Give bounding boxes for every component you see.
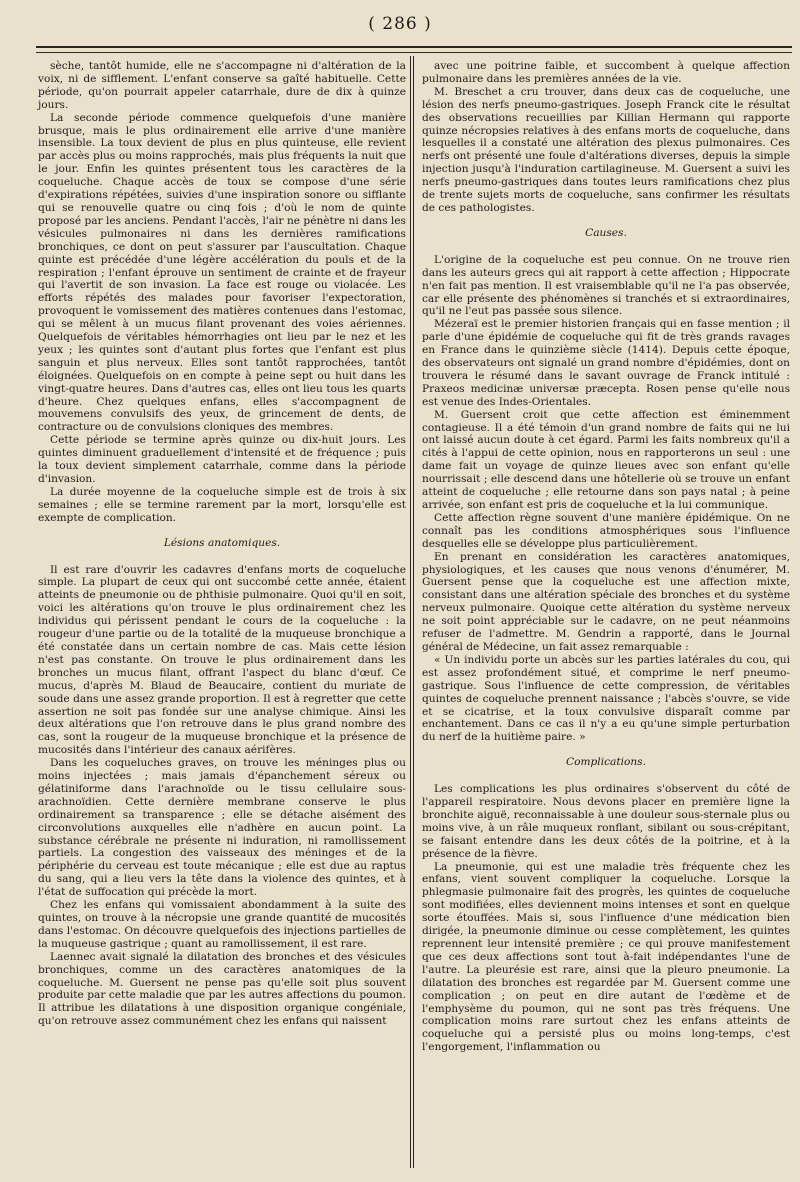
page-number: ( 286 ) <box>368 14 432 34</box>
section-heading: Lésions anatomiques. <box>163 536 281 549</box>
column-divider <box>410 56 414 1168</box>
section-heading: Causes. <box>585 226 627 239</box>
paragraph: Dans les coqueluches graves, on trouve les méninges plus ou moins injectées ; mais jamais d'épanchement séreux ou gélatiniforme dans l'arachnoïde ou le tissu cellulaire sous-arachnoïdien. Cette dernière membrane conserve le plus ordinairement sa transparence ; elle se détache aisément des circonvolutions auxquelles elle n'adhère en aucun point. La substance cérébrale ne présente ni induration, ni ramollissement partiels. La congestion des vaisseaux des méninges et de la périphérie du cerveau est toute mécanique ; elle est due au raptus du sang, qui a lieu vers la tête dans la violence des quintes, et à l'état de suffocation qui précède la mort. <box>38 757 406 899</box>
paragraph: Il est rare d'ouvrir les cadavres d'enfans morts de coqueluche simple. La plupart de ceux qui ont succombé cette année, étaient atteints de pneumonie ou de phthisie pulmonaire. Quoi qu'il en soit, voici les altérations qu'on trouve le plus ordinairement chez les individus qui périssent pendant le cours de la coqueluche : la rougeur d'une partie ou de la totalité de la muqueuse bronchique a été constatée dans un certain nombre de cas. Mais cette lésion n'est pas constante. On trouve le plus ordinairement dans les bronches un mucus filant, offrant l'aspect du blanc d'œuf. Ce mucus, d'après M. Blaud de Beaucaire, contient du muriate de soude dans une assez grande proportion. Il est à regretter que cette assertion ne soit pas fondée sur une analyse chimique. Ainsi les deux altérations que l'on retrouve dans le plus grand nombre des cas, sont la rougeur de la muqueuse bronchique et la présence de mucosités dans l'intérieur des canaux aérifères. <box>38 563 406 757</box>
paragraph: Cette affection règne souvent d'une manière épidémique. On ne connaît pas les conditions atmosphériques sous l'influence desquelles elle se développe plus particulièrement. <box>422 511 790 550</box>
paragraph: Cette période se termine après quinze ou dix-huit jours. Les quintes diminuent graduellement d'intensité et de fréquence ; puis la toux devient simplement catarrhale, comme dans la période d'invasion. <box>38 434 406 485</box>
paragraph: Mézeraï est le premier historien français qui en fasse mention ; il parle d'une épidémie de coqueluche qui fit de très grands ravages en France dans le quinzième siècle (1414). Depuis cette époque, des observateurs ont signalé un grand nombre d'épidémies, dont on trouvera le résumé dans le savant ouvrage de Franck intitulé : Praxeos medicinæ universæ præcepta. Rosen pense qu'elle nous est venue des Indes-Orientales. <box>422 318 790 408</box>
paragraph: sèche, tantôt humide, elle ne s'accompagne ni d'altération de la voix, ni de sifflement. L'enfant conserve sa gaîté habituelle. Cette période, qu'on pourrait appeler catarrhale, dure de dix à quinze jours. <box>38 60 406 111</box>
paragraph: L'origine de la coqueluche est peu connue. On ne trouve rien dans les auteurs grecs qui ait rapport à cette affection ; Hippocrate n'en fait pas mention. Il est vraisemblable qu'il ne l'a pas observée, car elle présente des phénomènes si tranchés et si extraordinaires, qu'il ne l'eut pas passée sous silence. <box>422 253 790 318</box>
paragraph: avec une poitrine faible, et succombent à quelque affection pulmonaire dans les premières années de la vie. <box>422 60 790 85</box>
header-rule <box>36 46 792 53</box>
section-heading: Complications. <box>566 756 646 769</box>
right-column <box>422 60 790 1054</box>
paragraph: En prenant en considération les caractères anatomiques, physiologiques, et les causes que nous venons d'énumérer, M. Guersent pense que la coqueluche est une affection mixte, consistant dans une altération spéciale des bronches et du système nerveux pulmonaire. Quoique cette altération du système nerveux ne soit point appréciable sur le cadavre, on ne peut néanmoins refuser de l'admettre. M. Gendrin a rapporté, dans le Journal général de Médecine, un fait assez remarquable : <box>422 550 790 653</box>
paragraph: M. Guersent croit que cette affection est éminemment contagieuse. Il a été témoin d'un grand nombre de faits qui ne lui ont laissé aucun doute à cet égard. Parmi les faits nombreux qu'il a cités à l'appui de cette opinion, nous en rapporterons un seul : une dame fait un voyage de quinze lieues avec son enfant qu'elle nourrissait ; elle descend dans une hôtellerie où se trouve un enfant atteint de coqueluche ; elle retourne dans son pays natal ; à peine arrivée, son enfant est pris de coqueluche et la lui communique. <box>422 408 790 511</box>
paragraph: Chez les enfans qui vomissaient abondamment à la suite des quintes, on trouve à la nécropsie une grande quantité de mucosités dans l'estomac. On découvre quelquefois des injections partielles de la muqueuse gastrique ; quant au ramollissement, il est rare. <box>38 899 406 950</box>
paragraph: La pneumonie, qui est une maladie très fréquente chez les enfans, vient souvent compliquer la coqueluche. Lorsque la phlegmasie pulmonaire fait des progrès, les quintes de coqueluche sont modifiées, elles deviennent moins intenses et sont en quelque sorte étouffées. Mais si, sous l'influence d'une médication bien dirigée, la pneumonie diminue ou cesse complètement, les quintes reprennent leur intensité première ; ce qui prouve manifestement que ces deux affections sont tout à-fait indépendantes l'une de l'autre. La pleurésie est rare, ainsi que la pleuro pneumonie. La dilatation des bronches est regardée par M. Guersent comme une complication ; on peut en dire autant de l'œdème et de l'emphysème du poumon, qui ne sont pas très fréquens. Une complication moins rare surtout chez les enfans atteints de coqueluche qui a persisté plus ou moins long-temps, c'est l'engorgement, l'inflammation ou <box>422 860 790 1054</box>
paragraph: M. Breschet a cru trouver, dans deux cas de coqueluche, une lésion des nerfs pneumo-gastriques. Joseph Franck cite le résultat des observations recueillies par Killian Hermann qui rapporte quinze nécropsies relatives à des enfans morts de coqueluche, dans lesquelles il a constaté une altération des plexus pulmonaires. Ces nerfs ont présenté une foule d'altérations diverses, depuis la simple injection jusqu'à l'induration cartilagineuse. M. Guersent a suivi les nerfs pneumo-gastriques dans toutes leurs ramifications chez plus de trente sujets morts de coqueluche, sans confirmer les résultats de ces pathologistes. <box>422 85 790 214</box>
left-column <box>38 60 406 1028</box>
paragraph: La seconde période commence quelquefois d'une manière brusque, mais le plus ordinairement elle arrive d'une manière insensible. La toux devient de plus en plus quinteuse, elle revient par accès plus ou moins rapprochés, mais plus fréquents la nuit que le jour. Enfin les quintes présentent tous les caractères de la coqueluche. Chaque accès de toux se compose d'une série d'expirations répétées, suivies d'une inspiration sonore ou sifflante qui se renouvelle quatre ou cinq fois ; d'où le nom de quinte proposé par les anciens. Pendant l'accès, l'air ne pénètre ni dans les vésicules pulmonaires ni dans les dernières ramifications bronchiques, ce dont on peut s'assurer par l'auscultation. Chaque quinte est précédée d'une légère accélération du pouls et de la respiration ; l'enfant éprouve un sentiment de crainte et de frayeur qui l'avertit de son invasion. La face est rouge ou violacée. Les efforts répétés des malades pour favoriser l'expectoration, provoquent le vomissement des matières contenues dans l'estomac, qui se mêlent à un mucus filant provenant des voies aériennes. Quelquefois de véritables hémorrhagies ont lieu par le nez et les yeux ; les quintes sont d'autant plus fortes que l'enfant est plus sanguin et plus nerveux. Elles sont tantôt rapprochées, tantôt éloignées. Quelquefois on en compte à peine sept ou huit dans les vingt-quatre heures. Dans d'autres cas, elles ont lieu tous les quarts d'heure. Chez quelques enfans, elles s'accompagnent de mouvemens convulsifs des yeux, de grincement de dents, de contracture ou de convulsions cloniques des membres. <box>38 111 406 434</box>
paragraph: La durée moyenne de la coqueluche simple est de trois à six semaines ; elle se termine rarement par la mort, lorsqu'elle est exempte de complication. <box>38 485 406 524</box>
paragraph: Les complications les plus ordinaires s'observent du côté de l'appareil respiratoire. Nous devons placer en première ligne la bronchite aiguë, reconnaissable à une douleur sous-sternale plus ou moins vive, à un râle muqueux ronflant, sibilant ou sous-crépitant, se faisant entendre dans les deux côtés de la poitrine, et à la présence de la fièvre. <box>422 783 790 860</box>
paragraph: « Un individu porte un abcès sur les parties latérales du cou, qui est assez profondément situé, et comprime le nerf pneumo-gastrique. Sous l'influence de cette compression, de véritables quintes de coqueluche prennent naissance ; l'abcès s'ouvre, se vide et se cicatrise, et la toux convulsive disparaît comme par enchantement. Dans ce cas il n'y a eu qu'une simple perturbation du nerf de la huitième paire. » <box>422 653 790 744</box>
paragraph: Laennec avait signalé la dilatation des bronches et des vésicules bronchiques, comme un des caractères anatomiques de la coqueluche. M. Guersent ne pense pas qu'elle soit plus souvent produite par cette maladie que par les autres affections du poumon. Il attribue les dilatations à une disposition organique congéniale, qu'on retrouve assez communément chez les enfans qui naissent <box>38 950 406 1028</box>
